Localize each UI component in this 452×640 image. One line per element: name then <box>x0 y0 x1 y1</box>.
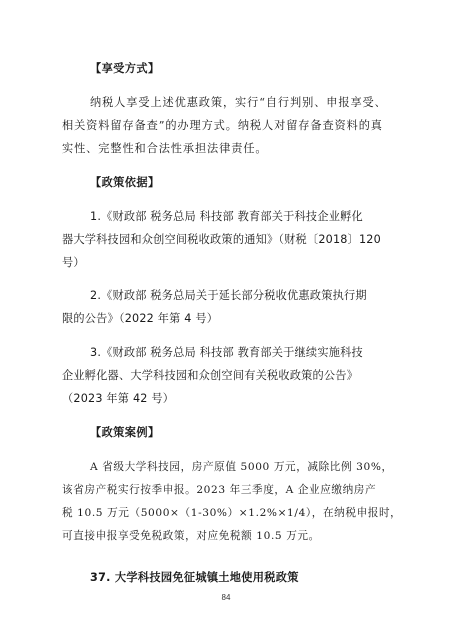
paragraph-line: 相关资料留存备查”的办理方式。纳税人对留存备查资料的真 <box>62 119 383 132</box>
policy-basis-item-3: 3.《财政部 税务总局 科技部 教育部关于继续实施科技 <box>90 346 363 359</box>
heading-policy-basis: 【政策依据】 <box>90 176 160 189</box>
paragraph-line: 实性、完整性和合法性承担法律责任。 <box>62 142 268 155</box>
next-section-title: 37. 大学科技园免征城镇土地使用税政策 <box>90 571 299 584</box>
policy-basis-item-2: 2.《财政部 税务总局关于延长部分税收优惠政策执行期 <box>90 289 367 302</box>
case-line: A 省级大学科技园，房产原值 5000 万元，减除比例 30%， <box>90 461 393 473</box>
case-line: 该省房产税实行按季申报。2023 年三季度，A 企业应缴纳房产 <box>62 484 377 496</box>
paragraph-line: 纳税人享受上述优惠政策，实行“自行判别、申报享受、 <box>90 96 387 109</box>
policy-basis-item-3: （2023 年第 42 号） <box>62 392 175 405</box>
policy-basis-item-1: 号） <box>62 256 85 269</box>
policy-basis-item-1: 1.《财政部 税务总局 科技部 教育部关于科技企业孵化 <box>90 210 363 223</box>
case-line: 可直接申报享受免税政策，对应免税额 10.5 万元。 <box>62 530 320 542</box>
case-line: 税 10.5 万元（5000×（1-30%）×1.2%×1/4），在纳税申报时， <box>62 507 402 519</box>
heading-enjoy-method: 【享受方式】 <box>90 62 160 75</box>
policy-basis-item-1: 器大学科技园和众创空间税收政策的通知》（财税〔2018〕120 <box>62 233 381 246</box>
heading-policy-case: 【政策案例】 <box>90 426 160 439</box>
policy-basis-item-2: 限的公告》（2022 年第 4 号） <box>62 312 219 325</box>
policy-basis-item-3: 企业孵化器、大学科技园和众创空间有关税收政策的公告》 <box>62 369 359 382</box>
page-number: 84 <box>221 593 231 602</box>
